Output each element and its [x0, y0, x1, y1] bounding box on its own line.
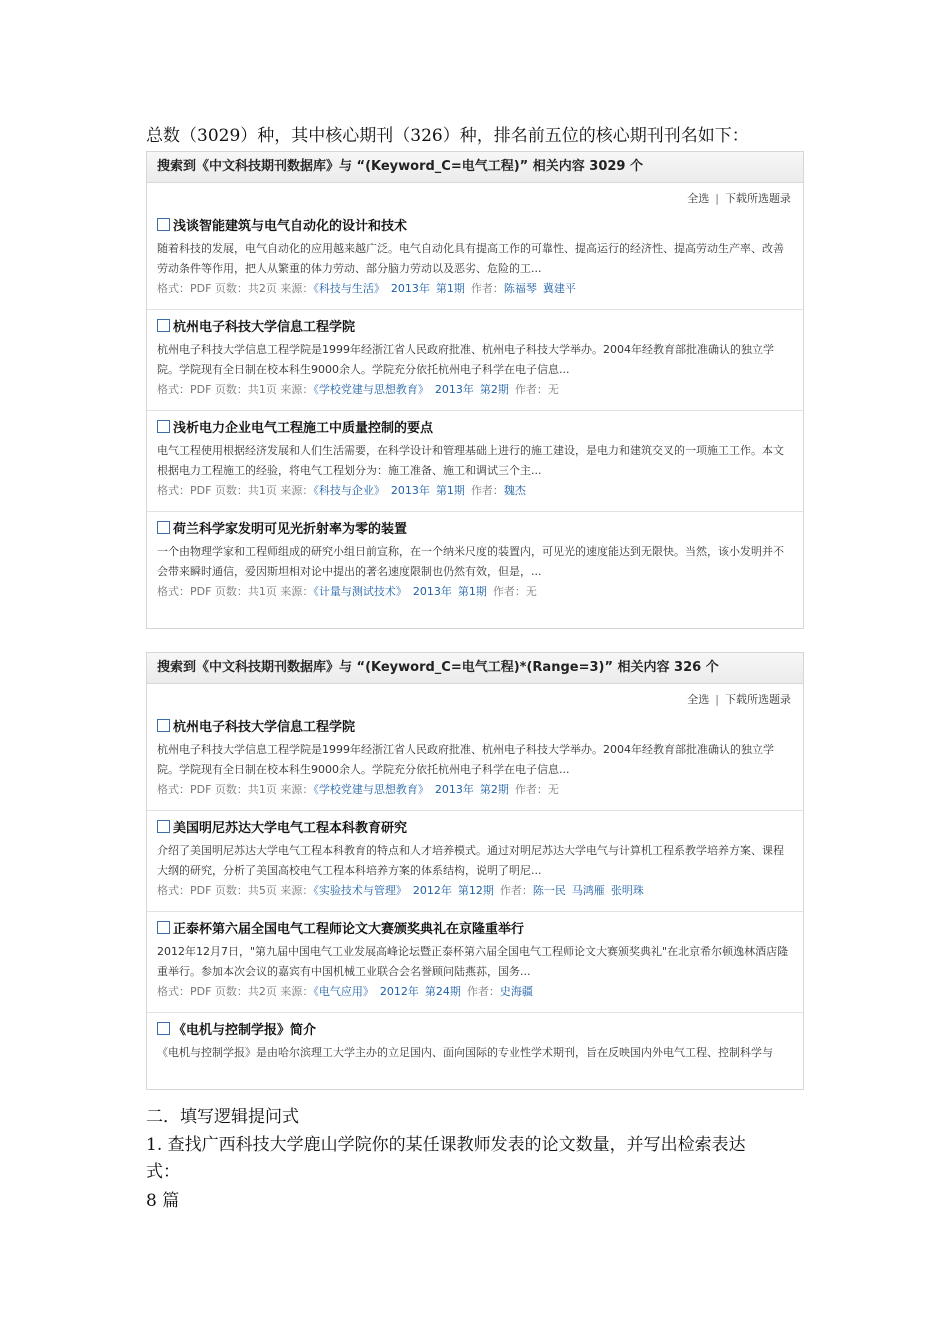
- author-link[interactable]: 魏杰: [503, 484, 526, 497]
- meta-format-pages: 格式：PDF 页数：共1页 来源：: [157, 383, 314, 396]
- record-meta: [157, 881, 793, 901]
- record-title[interactable]: [157, 1019, 793, 1043]
- issue-link[interactable]: 第12期: [457, 884, 494, 897]
- author-label: 作者：无: [514, 383, 559, 396]
- source-journal-link[interactable]: 《学校党建与思想教育》: [313, 783, 429, 796]
- record-title-text[interactable]: 杭州电子科技大学信息工程学院: [173, 320, 356, 335]
- result-record: [147, 1013, 803, 1090]
- meta-format-pages: 格式：PDF 页数：共1页 来源：: [157, 585, 314, 598]
- record-checkbox[interactable]: [157, 820, 170, 833]
- record-checkbox[interactable]: [157, 921, 170, 934]
- author-label: 作者：: [470, 282, 504, 295]
- year-link[interactable]: 2012年: [412, 884, 452, 897]
- record-title-text[interactable]: 正泰杯第六届全国电气工程师论文大赛颁奖典礼在京隆重举行: [173, 922, 525, 937]
- author-label: 作者：: [466, 985, 500, 998]
- record-checkbox[interactable]: [157, 420, 170, 433]
- record-abstract: 杭州电子科技大学信息工程学院是1999年经浙江省人民政府批准、杭州电子科技大学举办。2004年经教育部批准确认的独立学院。学院现有全日制在校本科生9000余人。学院充分依托杭州电子科学在电子信息...: [157, 343, 774, 376]
- issue-link[interactable]: 第2期: [479, 383, 509, 396]
- author-link[interactable]: 陈福琴: [503, 282, 537, 295]
- select-all-link[interactable]: 全选: [687, 192, 710, 205]
- record-title[interactable]: [157, 518, 793, 542]
- panel-header: 搜索到《中文科技期刊数据库》与 “(Keyword_C=电气工程)*(Range=3)” 相关内容 326 个: [147, 653, 803, 684]
- answer-line: 8 篇: [146, 1191, 180, 1211]
- record-abstract: 《电机与控制学报》是由哈尔滨理工大学主办的立足国内、面向国际的专业性学术期刊，旨在反映国内外电气工程、控制科学与: [157, 1046, 773, 1059]
- year-link[interactable]: 2013年: [434, 383, 474, 396]
- record-meta: [157, 982, 793, 1002]
- record-checkbox[interactable]: [157, 521, 170, 534]
- record-checkbox[interactable]: [157, 218, 170, 231]
- year-link[interactable]: 2013年: [412, 585, 452, 598]
- source-journal-link[interactable]: 《科技与企业》: [313, 484, 385, 497]
- record-checkbox[interactable]: [157, 319, 170, 332]
- record-abstract: 2012年12月7日，"第九届中国电气工业发展高峰论坛暨正泰杯第六届全国电气工程师论文大赛颁奖典礼"在北京希尔顿逸林酒店隆重举行。参加本次会议的嘉宾有中国机械工业联合会名誉顾问陆燕荪，国务...: [157, 945, 789, 978]
- issue-link[interactable]: 第1期: [457, 585, 487, 598]
- select-all-link[interactable]: 全选: [687, 693, 710, 706]
- result-record: [147, 811, 803, 912]
- year-link[interactable]: 2013年: [390, 282, 430, 295]
- source-journal-link[interactable]: 《科技与生活》: [313, 282, 385, 295]
- question-line-1: 1. 查找广西科技大学鹿山学院你的某任课教师发表的论文数量，并写出检索表达: [146, 1135, 746, 1155]
- record-meta: [157, 279, 793, 299]
- year-link[interactable]: 2013年: [390, 484, 430, 497]
- record-abstract: 电气工程使用根据经济发展和人们生活需要，在科学设计和管理基础上进行的施工建设，是电力和建筑交叉的一项施工工作。本文根据电力工程施工的经验，将电气工程划分为：施工准备、施工和调试三个主...: [157, 444, 784, 477]
- record-title-text[interactable]: 美国明尼苏达大学电气工程本科教育研究: [173, 821, 408, 836]
- record-abstract: 介绍了美国明尼苏达大学电气工程本科教育的特点和人才培养模式。通过对明尼苏达大学电气与计算机工程系教学培养方案、课程大纲的研究，分析了美国高校电气工程本科培养方案的体系结构，说明了明尼...: [157, 844, 784, 877]
- record-title-text[interactable]: 浅析电力企业电气工程施工中质量控制的要点: [173, 421, 434, 436]
- meta-format-pages: 格式：PDF 页数：共2页 来源：: [157, 282, 314, 295]
- record-checkbox[interactable]: [157, 719, 170, 732]
- record-meta: [157, 481, 793, 501]
- record-title-text[interactable]: 《电机与控制学报》简介: [173, 1023, 317, 1038]
- record-checkbox[interactable]: [157, 1022, 170, 1035]
- author-label: 作者：无: [492, 585, 537, 598]
- record-title-text[interactable]: 浅谈智能建筑与电气自动化的设计和技术: [173, 219, 408, 234]
- result-record: [147, 310, 803, 411]
- meta-format-pages: 格式：PDF 页数：共1页 来源：: [157, 783, 314, 796]
- download-selected-link[interactable]: 下载所选题录: [725, 192, 791, 205]
- panel-header: 搜索到《中文科技期刊数据库》与 “(Keyword_C=电气工程)” 相关内容 3029 个: [147, 152, 803, 183]
- author-label: 作者：: [499, 884, 533, 897]
- author-link[interactable]: 史海疆: [499, 985, 533, 998]
- record-title[interactable]: [157, 417, 793, 441]
- record-title-text[interactable]: 荷兰科学家发明可见光折射率为零的装置: [173, 522, 408, 537]
- meta-format-pages: 格式：PDF 页数：共2页 来源：: [157, 985, 314, 998]
- question-line-2: 式：: [146, 1162, 180, 1182]
- result-record: [147, 710, 803, 811]
- panel-toolbar: [147, 183, 803, 209]
- year-link[interactable]: 2012年: [379, 985, 419, 998]
- issue-link[interactable]: 第24期: [424, 985, 461, 998]
- record-title[interactable]: [157, 716, 793, 740]
- author-link[interactable]: 马鸿雁: [571, 884, 605, 897]
- toolbar-divider: |: [715, 693, 719, 706]
- issue-link[interactable]: 第2期: [479, 783, 509, 796]
- result-record: [147, 209, 803, 310]
- record-meta: [157, 582, 793, 602]
- record-title[interactable]: [157, 817, 793, 841]
- search-results-panel-all: [146, 151, 804, 629]
- record-abstract: 一个由物理学家和工程师组成的研究小组日前宣称，在一个纳米尺度的装置内，可见光的速度能达到无限快。当然，该小发明并不会带来瞬时通信，爱因斯坦相对论中提出的著名速度限制也仍然有效，但是，...: [157, 545, 784, 578]
- record-abstract: 随着科技的发展，电气自动化的应用越来越广泛。电气自动化具有提高工作的可靠性、提高运行的经济性、提高劳动生产率、改善劳动条件等作用，把人从繁重的体力劳动、部分脑力劳动以及恶劣、危险的工...: [157, 242, 784, 275]
- panel-toolbar: [147, 684, 803, 710]
- record-abstract: 杭州电子科技大学信息工程学院是1999年经浙江省人民政府批准、杭州电子科技大学举办。2004年经教育部批准确认的独立学院。学院现有全日制在校本科生9000余人。学院充分依托杭州电子科学在电子信息...: [157, 743, 774, 776]
- meta-format-pages: 格式：PDF 页数：共5页 来源：: [157, 884, 314, 897]
- section-heading: 二．填写逻辑提问式: [146, 1107, 299, 1127]
- record-title[interactable]: [157, 316, 793, 340]
- author-link[interactable]: 冀建平: [542, 282, 576, 295]
- search-results-panel-core: [146, 652, 804, 1090]
- toolbar-divider: |: [715, 192, 719, 205]
- source-journal-link[interactable]: 《计量与测试技术》: [313, 585, 407, 598]
- author-label: 作者：无: [514, 783, 559, 796]
- record-title[interactable]: [157, 918, 793, 942]
- record-title[interactable]: [157, 215, 793, 239]
- issue-link[interactable]: 第1期: [435, 282, 465, 295]
- issue-link[interactable]: 第1期: [435, 484, 465, 497]
- author-link[interactable]: 张明珠: [610, 884, 644, 897]
- source-journal-link[interactable]: 《学校党建与思想教育》: [313, 383, 429, 396]
- source-journal-link[interactable]: 《实验技术与管理》: [313, 884, 407, 897]
- year-link[interactable]: 2013年: [434, 783, 474, 796]
- record-meta: [157, 780, 793, 800]
- intro-line: 总数（3029）种，其中核心期刊（326）种，排名前五位的核心期刊刊名如下：: [146, 126, 749, 146]
- result-record: [147, 411, 803, 512]
- record-meta: [157, 380, 793, 400]
- source-journal-link[interactable]: 《电气应用》: [313, 985, 374, 998]
- result-record: [147, 912, 803, 1013]
- download-selected-link[interactable]: 下载所选题录: [725, 693, 791, 706]
- author-label: 作者：: [470, 484, 504, 497]
- meta-format-pages: 格式：PDF 页数：共1页 来源：: [157, 484, 314, 497]
- record-title-text[interactable]: 杭州电子科技大学信息工程学院: [173, 720, 356, 735]
- result-record: [147, 512, 803, 612]
- author-link[interactable]: 陈一民: [532, 884, 566, 897]
